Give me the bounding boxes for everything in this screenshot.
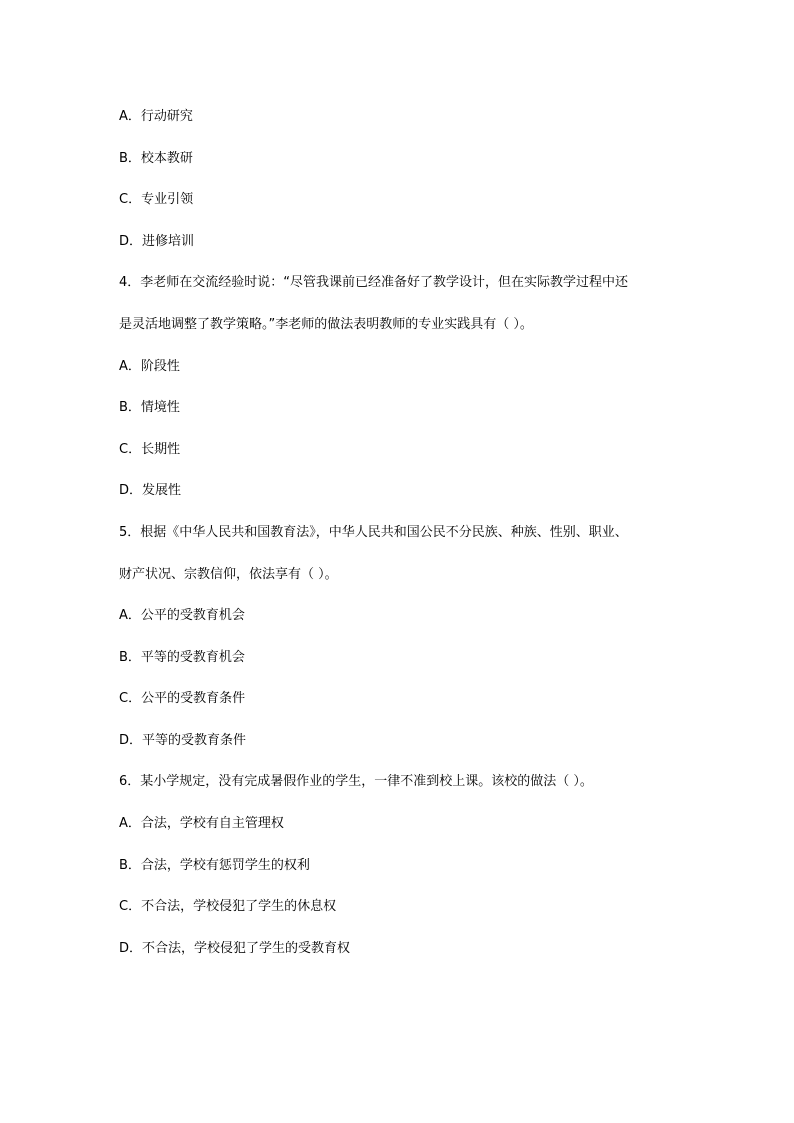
option-d: D．进修培训: [119, 234, 195, 249]
question-5-stem-line-1: 5．根据《中华人民共和国教育法》，中华人民共和国公民不分民族、种族、性别、职业、: [119, 525, 628, 540]
question-4-option-d: D．发展性: [119, 483, 182, 498]
question-5-stem-line-2: 财产状况、宗教信仰，依法享有（ ）。: [119, 567, 338, 582]
question-5-option-a: A．公平的受教育机会: [119, 608, 245, 623]
question-4-option-b: B．情境性: [119, 400, 180, 415]
question-6-option-c: C．不合法，学校侵犯了学生的休息权: [119, 899, 337, 914]
question-6-option-b: B．合法，学校有惩罚学生的权利: [119, 858, 310, 873]
question-5-option-c: C．公平的受教育条件: [119, 691, 246, 706]
question-4-stem-line-1: 4．李老师在交流经验时说：“尽管我课前已经准备好了教学设计，但在实际教学过程中还: [119, 275, 629, 290]
question-5-option-d: D．平等的受教育条件: [119, 733, 247, 748]
question-4-stem-line-2: 是灵活地调整了教学策略。”李老师的做法表明教师的专业实践具有（ ）。: [119, 317, 533, 332]
question-4-option-a: A．阶段性: [119, 359, 180, 374]
option-a: A．行动研究: [119, 109, 193, 124]
question-6-option-a: A．合法，学校有自主管理权: [119, 816, 284, 831]
option-b: B．校本教研: [119, 151, 193, 166]
question-4-option-c: C．长期性: [119, 442, 181, 457]
question-6-stem-line-1: 6．某小学规定，没有完成暑假作业的学生，一律不准到校上课。该校的做法（ ）。: [119, 774, 593, 789]
question-5-option-b: B．平等的受教育机会: [119, 650, 245, 665]
question-6-option-d: D．不合法，学校侵犯了学生的受教育权: [119, 941, 351, 956]
option-c: C．专业引领: [119, 192, 194, 207]
